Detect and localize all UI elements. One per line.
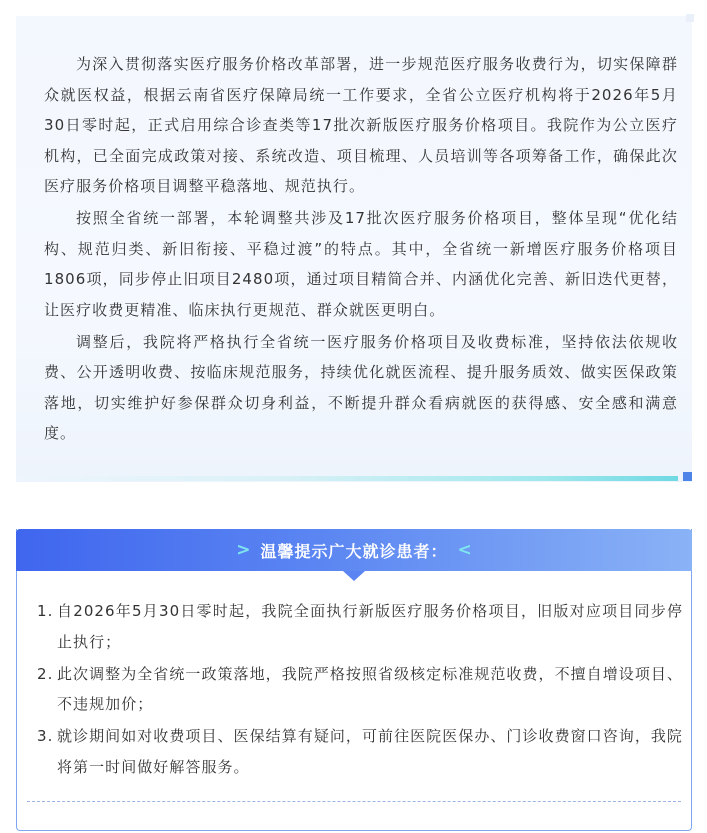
chevron-right-icon: >	[236, 540, 251, 560]
intro-bottom-gradient-bar	[16, 476, 678, 481]
item-number: 1.	[37, 602, 54, 620]
notice-header	[16, 529, 692, 571]
notice-title: 温馨提示广大就诊患者：	[260, 541, 448, 561]
corner-square-accent	[683, 472, 692, 481]
corner-decoration	[686, 14, 694, 22]
intro-paragraph-3: 调整后，我院将严格执行全省统一医疗服务价格项目及收费标准，坚持依法依规收费、公开透明收费、按临床规范服务，持续优化就医流程、提升服务质效、做实医保政策落地，切实维护好参保群众切身利益，不断提升群众看病就医的获得感、安全感和满意度。	[44, 332, 678, 442]
intro-paragraph-2: 按照全省统一部署，本轮调整共涉及17批次医疗服务价格项目，整体呈现“优化结构、规范归类、新旧衔接、平稳过渡”的特点。其中，全省统一新增医疗服务价格项目1806项，同步停止旧项目2480项，通过项目精简合并、内涵优化完善、新旧迭代更替，让医疗收费更精准、临床执行更规范、群众就医更明白。	[44, 209, 678, 319]
intro-section	[16, 16, 692, 482]
item-number: 3.	[37, 727, 54, 745]
intro-paragraph-1: 为深入贯彻落实医疗服务价格改革部署，进一步规范医疗服务收费行为，切实保障群众就医权益，根据云南省医疗保障局统一工作要求，全省公立医疗机构将于2026年5月30日零时起，正式启用综合诊查类等17批次新版医疗服务价格项目。我院作为公立医疗机构，已全面完成政策对接、系统改造、项目梳理、人员培训等各项筹备工作，确保此次医疗服务价格项目调整平稳落地、规范执行。	[44, 55, 678, 195]
item-number: 2.	[37, 664, 54, 683]
dashed-divider	[27, 801, 681, 802]
notice-list	[37, 596, 683, 782]
notice-card	[16, 529, 692, 831]
list-item	[37, 596, 683, 657]
chevron-left-icon: <	[457, 540, 472, 560]
list-item	[37, 721, 683, 782]
item-text: 此次调整为全省统一政策落地，我院严格按照省级核定标准规范收费，不擅自增设项目、不违规加价；	[57, 664, 683, 713]
item-text: 自2026年5月30日零时起，我院全面执行新版医疗服务价格项目，旧版对应项目同步停止执行；	[57, 602, 683, 651]
list-item	[37, 659, 683, 720]
item-text: 就诊期间如对收费项目、医保结算有疑问，可前往医院医保办、门诊收费窗口咨询，我院将第一时间做好解答服务。	[57, 727, 683, 776]
header-pointer-triangle	[343, 571, 365, 581]
